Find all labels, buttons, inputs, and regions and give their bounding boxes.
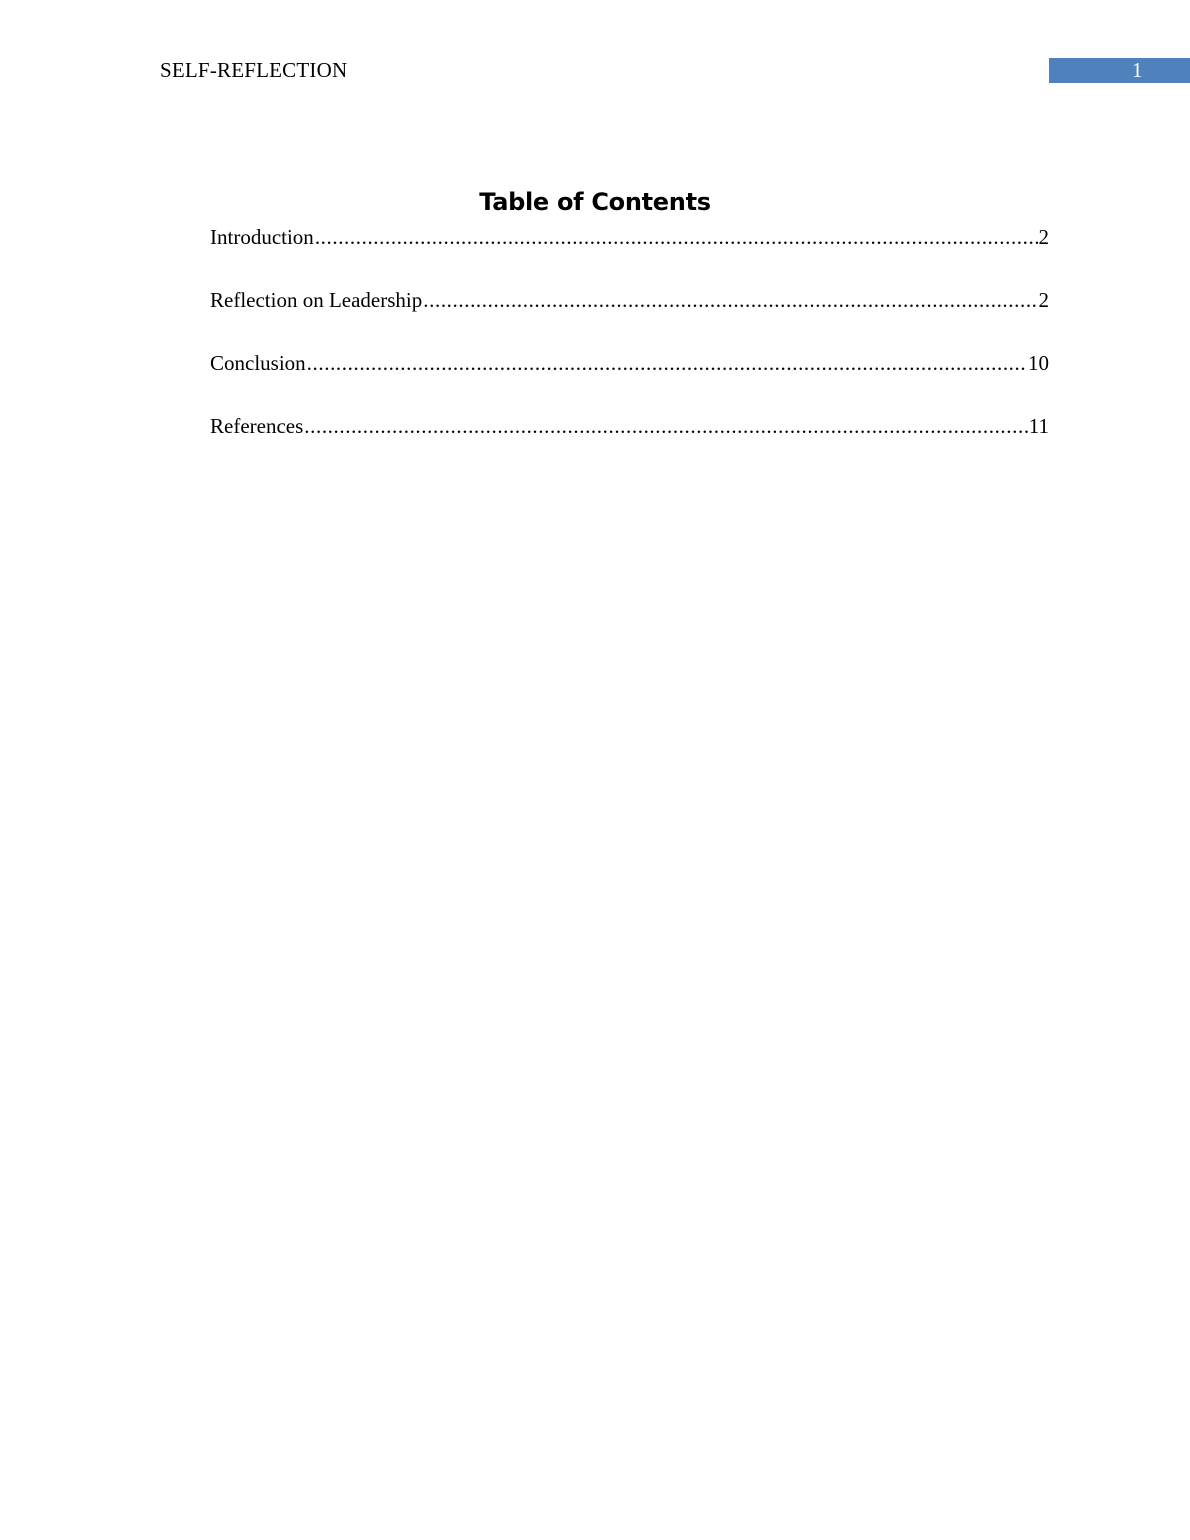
toc-entry-conclusion[interactable]: [210, 350, 1049, 413]
page-number-badge: [1049, 58, 1190, 83]
dot-leader: [315, 224, 1038, 250]
toc-entry-references[interactable]: [210, 413, 1049, 476]
toc-entry-page: 2: [1038, 288, 1049, 312]
toc-entry-page: 11: [1028, 414, 1049, 438]
dot-leader: [423, 287, 1037, 313]
dot-leader: [307, 350, 1027, 376]
toc-entry-reflection-on-leadership[interactable]: [210, 287, 1049, 350]
toc-title: Table of Contents: [479, 188, 711, 216]
running-head: SELF-REFLECTION: [160, 58, 348, 82]
toc-entry-label: Conclusion: [210, 351, 306, 375]
toc-list: [210, 224, 1049, 476]
dot-leader: [304, 413, 1027, 439]
toc-entry-label: Reflection on Leadership: [210, 288, 423, 312]
toc-entry-label: Introduction: [210, 225, 314, 249]
toc-entry-introduction[interactable]: [210, 224, 1049, 287]
toc-entry-page: 2: [1038, 225, 1049, 249]
toc-entry-page: 10: [1028, 351, 1049, 375]
page-number: 1: [1132, 58, 1143, 82]
toc-entry-label: References: [210, 414, 304, 438]
